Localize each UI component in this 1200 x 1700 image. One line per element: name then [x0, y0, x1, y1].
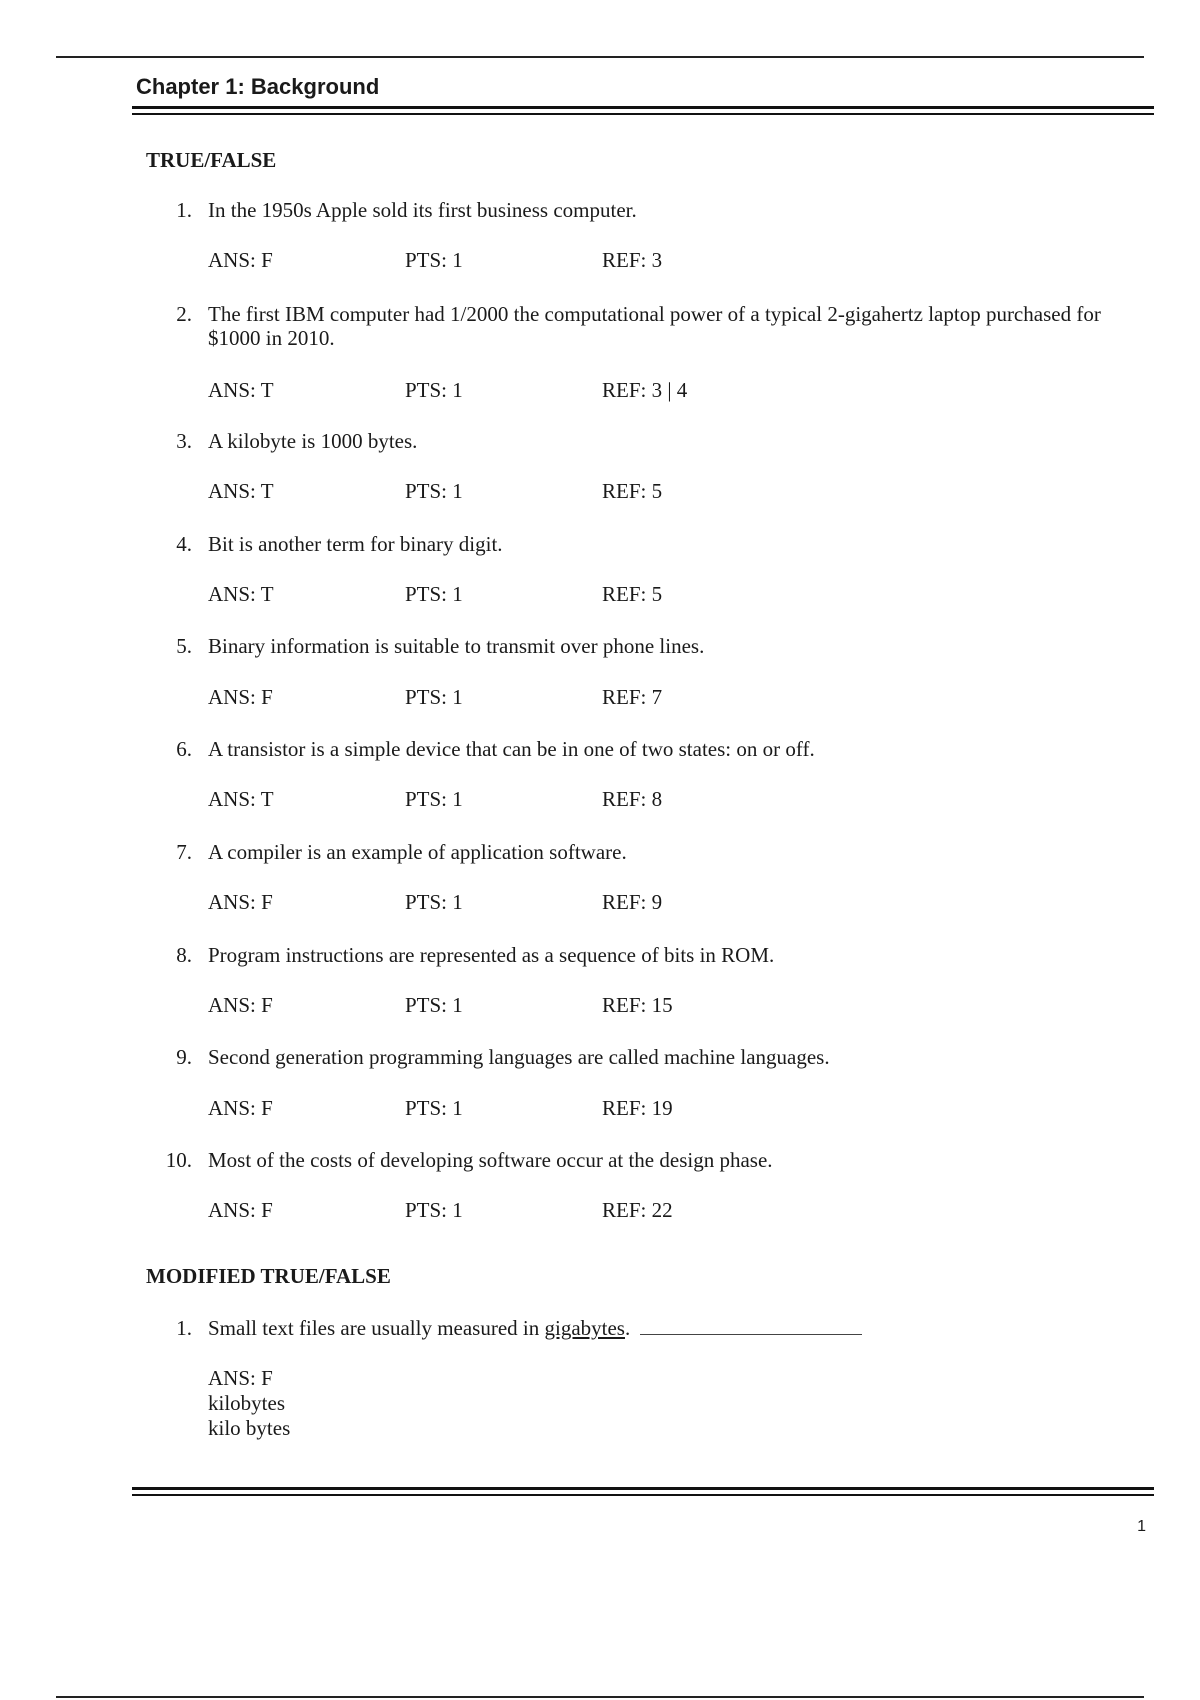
answer-row — [208, 890, 908, 916]
question-text — [208, 1316, 1128, 1340]
question-number: 1. — [176, 198, 192, 222]
underlined-term: gigabytes — [544, 1316, 625, 1340]
question-text: A kilobyte is 1000 bytes. — [208, 429, 418, 453]
answer-label: ANS: F — [208, 1366, 273, 1390]
answer-row — [208, 378, 908, 404]
question-text: Bit is another term for binary digit. — [208, 532, 503, 556]
question-text-after: . — [624, 1316, 631, 1340]
question-number: 10. — [165, 1148, 192, 1172]
answer-label: ANS: F — [208, 890, 273, 914]
answer-label: ANS: T — [208, 582, 274, 606]
reference-label: REF: 3 — [602, 248, 663, 272]
reference-label: REF: 5 — [602, 582, 663, 606]
points-label: PTS: 1 — [405, 890, 463, 914]
question-number: 1. — [176, 1316, 192, 1340]
question-text: Program instructions are represented as a sequence of bits in ROM. — [208, 943, 775, 967]
footer-double-rule — [132, 1487, 1154, 1496]
question-text: A compiler is an example of application software. — [208, 840, 627, 864]
points-label: PTS: 1 — [405, 248, 463, 272]
points-label: PTS: 1 — [405, 1096, 463, 1120]
question-text: Second generation programming languages are called machine languages. — [208, 1045, 830, 1069]
answer-row — [208, 787, 908, 813]
reference-label: REF: 8 — [602, 787, 663, 811]
question-number: 8. — [176, 943, 192, 967]
question-text: The first IBM computer had 1/2000 the computational power of a typical 2-gigahertz laptop purchased for $1000 in 2010. — [208, 302, 1101, 350]
reference-label: REF: 15 — [602, 993, 673, 1017]
reference-label: REF: 7 — [602, 685, 663, 709]
chapter-title: Chapter 1: Background — [136, 74, 380, 99]
question-number: 7. — [176, 840, 192, 864]
answer-row — [208, 1198, 908, 1224]
answer-label: ANS: T — [208, 787, 274, 811]
answer-row — [208, 1096, 908, 1122]
answer-row — [208, 248, 908, 274]
reference-label: REF: 9 — [602, 890, 663, 914]
points-label: PTS: 1 — [405, 787, 463, 811]
points-label: PTS: 1 — [405, 479, 463, 503]
answer-row — [208, 479, 908, 505]
question-text: Binary information is suitable to transmit over phone lines. — [208, 634, 705, 658]
answer-label: ANS: F — [208, 993, 273, 1017]
answer-row — [208, 685, 908, 711]
points-label: PTS: 1 — [405, 378, 463, 402]
question-number: 4. — [176, 532, 192, 556]
page-top-rule — [56, 56, 1144, 58]
question-number: 3. — [176, 429, 192, 453]
reference-label: REF: 22 — [602, 1198, 673, 1222]
answer-blank-line — [640, 1316, 862, 1335]
question-text: In the 1950s Apple sold its first business computer. — [208, 198, 637, 222]
question-text-before: Small text files are usually measured in — [208, 1316, 545, 1340]
reference-label: REF: 5 — [602, 479, 663, 503]
answer-row — [208, 993, 908, 1019]
question-number: 2. — [176, 302, 192, 326]
accepted-answer: kilobytes — [208, 1391, 285, 1415]
answer-row — [208, 582, 908, 608]
header-double-rule — [132, 106, 1154, 115]
points-label: PTS: 1 — [405, 993, 463, 1017]
question-text: A transistor is a simple device that can be in one of two states: on or off. — [208, 737, 815, 761]
answer-label: ANS: T — [208, 479, 274, 503]
reference-label: REF: 3 | 4 — [602, 378, 688, 402]
points-label: PTS: 1 — [405, 1198, 463, 1222]
points-label: PTS: 1 — [405, 685, 463, 709]
answer-label: ANS: T — [208, 378, 274, 402]
section-heading-true-false: TRUE/FALSE — [146, 148, 277, 172]
answer-label: ANS: F — [208, 248, 273, 272]
answer-label: ANS: F — [208, 1096, 273, 1120]
answer-label: ANS: F — [208, 1198, 273, 1222]
question-number: 9. — [176, 1045, 192, 1069]
question-number: 5. — [176, 634, 192, 658]
answer-label: ANS: F — [208, 685, 273, 709]
page-number: 1 — [1137, 1518, 1146, 1535]
question-number: 6. — [176, 737, 192, 761]
reference-label: REF: 19 — [602, 1096, 673, 1120]
section-heading-modified-true-false: MODIFIED TRUE/FALSE — [146, 1264, 391, 1288]
accepted-answer: kilo bytes — [208, 1416, 291, 1440]
question-text: Most of the costs of developing software occur at the design phase. — [208, 1148, 773, 1172]
page-bottom-rule — [56, 1696, 1144, 1698]
points-label: PTS: 1 — [405, 582, 463, 606]
